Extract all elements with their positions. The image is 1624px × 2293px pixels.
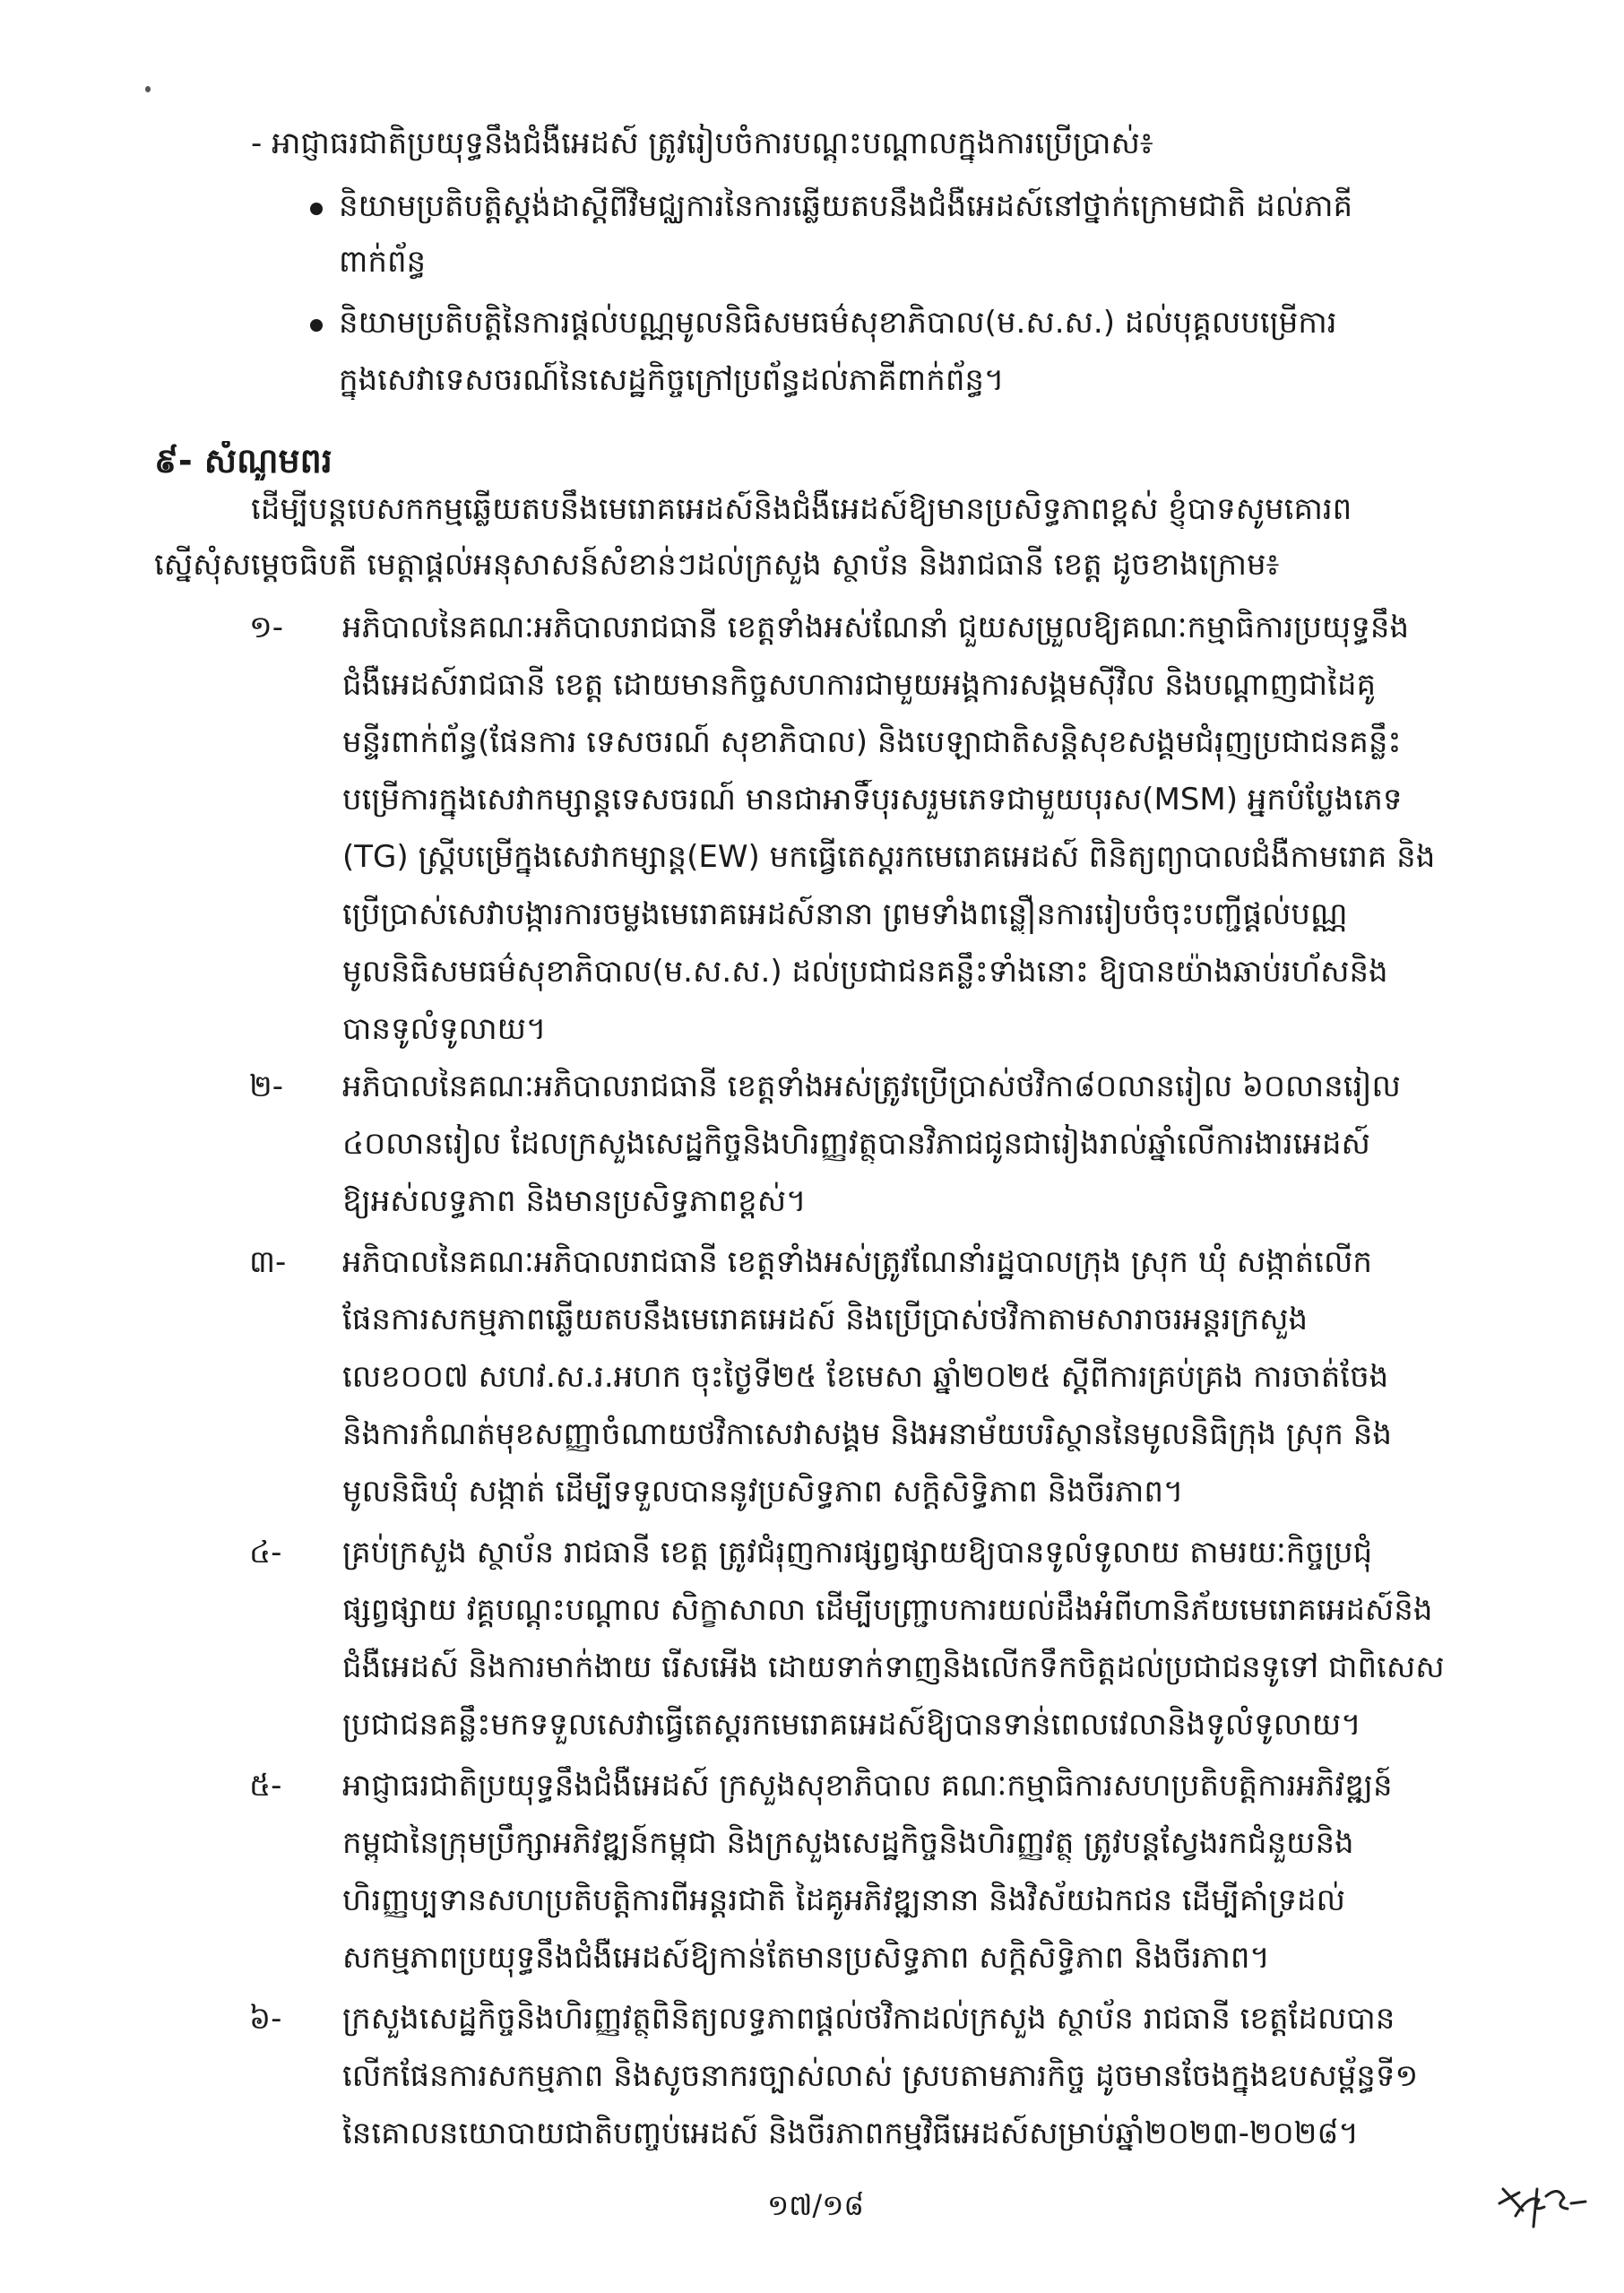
item-3-line: អភិបាលនៃគណៈអភិបាលរាជធានី ខេត្តទាំងអស់ត្រូវណែនាំរដ្ឋបាលក្រុង ស្រុក ឃុំ សង្កាត់លើក [342, 1244, 1372, 1280]
item-1-line: មូលនិធិសមធម៌សុខាភិបាល(ម.ស.ស.) ដល់ប្រជាជនគន្លឹះទាំងនោះ ឱ្យបានយ៉ាងឆាប់រហ័សនិង [342, 954, 1388, 990]
item-3-line: ផែនការសកម្មភាពឆ្លើយតបនឹងមេរោគអេដស៍ និងប្រើប្រាស់ថវិកាតាមសារាចរអន្តរក្រសួង [342, 1302, 1309, 1337]
scan-speck [145, 86, 151, 92]
item-number: ៤- [249, 1535, 282, 1570]
item-number: ៣- [249, 1244, 287, 1280]
item-1-line: ជំងឺអេដស៍រាជធានី ខេត្ត ដោយមានកិច្ចសហការជាមួយអង្គការសង្គមស៊ីវិល និងបណ្តាញជាដៃគូ [342, 667, 1377, 703]
item-1-line: (TG) ស្ត្រីបម្រើក្នុងសេវាកម្សាន្ត(EW) មកធ្វើតេស្តរកមេរោគអេដស៍ ពិនិត្យព្យាបាលជំងឺកាមរោគ និង [342, 839, 1436, 875]
item-4-line: ផ្សព្វផ្សាយ វគ្គបណ្តុះបណ្តាល សិក្ខាសាលា ដើម្បីបញ្ជ្រាបការយល់ដឹងអំពីហានិភ័យមេរោគអេដស៍និង [342, 1592, 1433, 1628]
item-2-line: អភិបាលនៃគណៈអភិបាលរាជធានី ខេត្តទាំងអស់ត្រូវប្រើប្រាស់ថវិកា៨០លានរៀល ៦០លានរៀល [342, 1069, 1401, 1104]
item-1-line: មន្ទីរពាក់ព័ន្ធ(ផែនការ ទេសចរណ៍ សុខាភិបាល) និងបេឡាជាតិសន្តិសុខសង្គមជំរុញប្រជាជនគន្លឹះ [342, 724, 1402, 760]
item-number: ៥- [249, 1768, 282, 1804]
item-5-line: អាជ្ញាធរជាតិប្រយុទ្ធនឹងជំងឺអេដស៍ ក្រសួងសុខាភិបាល គណៈកម្មាធិការសហប្រតិបត្តិការអភិវឌ្ឍន៍ [342, 1768, 1393, 1804]
item-number: ១- [249, 610, 284, 645]
item-2-line: ៤០លានរៀល ដែលក្រសួងសេដ្ឋកិច្ចនិងហិរញ្ញវត្ថុបានវិភាជជូនជារៀងរាល់ឆ្នាំលើការងារអេដស៍ [342, 1126, 1370, 1162]
bullet-2-line-1: និយាមប្រតិបត្តិនៃការផ្តល់បណ្ណមូលនិធិសមធម៌សុខាភិបាល(ម.ស.ស.) ដល់បុគ្គលបម្រើការ [339, 305, 1337, 341]
section-paragraph-line-1: ដើម្បីបន្តបេសកកម្មឆ្លើយតបនឹងមេរោគអេដស៍និងជំងឺអេដស៍ឱ្យមានប្រសិទ្ធភាពខ្ពស់ ខ្ញុំបាទសូមគោរព [251, 491, 1352, 527]
section-heading: ៩- សំណូមពរ [154, 441, 333, 480]
item-1-line: បម្រើការក្នុងសេវាកម្សាន្តទេសចរណ៍ មានជាអាទិ៍បុរសរួមភេទជាមួយបុរស(MSM) អ្នកបំប្លែងភេទ [342, 782, 1403, 818]
intro-text: អាជ្ញាធរជាតិប្រយុទ្ធនឹងជំងឺអេដស៍ ត្រូវរៀបចំការបណ្តុះបណ្តាលក្នុងការប្រើប្រាស់៖ [272, 125, 1153, 161]
item-2-line: ឱ្យអស់លទ្ធភាព និងមានប្រសិទ្ធភាពខ្ពស់។ [342, 1183, 807, 1219]
item-4-line: ជំងឺអេដស៍ និងការមាក់ងាយ រើសអើង ដោយទាក់ទាញនិងលើកទឹកចិត្តដល់ប្រជាជនទូទៅ ជាពិសេស [342, 1649, 1445, 1685]
section-paragraph-line-2: ស្នើសុំសម្តេចធិបតី មេត្តាផ្តល់អនុសាសន៍សំខាន់ៗដល់ក្រសួង ស្ថាប័ន និងរាជធានី ខេត្ត ដូចខាងក្រោម៖ [154, 547, 1280, 583]
item-5-line: សកម្មភាពប្រយុទ្ធនឹងជំងឺអេដស៍ឱ្យកាន់តែមានប្រសិទ្ធភាព សក្តិសិទ្ធិភាព និងចីរភាព។ [342, 1940, 1270, 1976]
bullet-1-line-2: ពាក់ព័ន្ធ [339, 244, 427, 280]
page-number: ១៧/១៨ [766, 2188, 865, 2222]
item-4-line: គ្រប់ក្រសួង ស្ថាប័ន រាជធានី ខេត្ត ត្រូវជំរុញការផ្សព្វផ្សាយឱ្យបានទូលំទូលាយ តាមរយៈកិច្ចប្រជុំ [342, 1535, 1373, 1570]
item-4-line: ប្រជាជនគន្លឹះមកទទួលសេវាធ្វើតេស្តរកមេរោគអេដស៍ឱ្យបានទាន់ពេលវេលានិងទូលំទូលាយ។ [342, 1707, 1361, 1743]
bullet-1-line-1: និយាមប្រតិបត្តិស្តង់ដាស្តីពីវិមជ្ឈការនៃការឆ្លើយតបនឹងជំងឺអេដស៍នៅថ្នាក់ក្រោមជាតិ ដល់ភាគី [339, 188, 1353, 224]
bullet-2-line-2: ក្នុងសេវាទេសចរណ៍នៃសេដ្ឋកិច្ចក្រៅប្រព័ន្ធដល់ភាគីពាក់ព័ន្ធ។ [339, 362, 1005, 398]
item-number: ២- [249, 1069, 284, 1104]
item-6-line: នៃគោលនយោបាយជាតិបញ្ចប់អេដស៍ និងចីរភាពកម្មវិធីអេដស៍សម្រាប់ឆ្នាំ២០២៣-២០២៨។ [342, 2116, 1359, 2151]
intro-dash: - [251, 125, 263, 161]
item-1-line: ប្រើប្រាស់សេវាបង្ការការចម្លងមេរោគអេដស៍នានា ព្រមទាំងពន្លឿនការរៀបចំចុះបញ្ជីផ្តល់បណ្ណ [342, 896, 1348, 932]
bullet-dot [310, 203, 323, 215]
item-5-line: ហិរញ្ញប្បទានសហប្រតិបត្តិការពីអន្តរជាតិ ដៃគូអភិវឌ្ឍនានា និងវិស័យឯកជន ដើម្បីគាំទ្រដល់ [342, 1882, 1345, 1918]
item-number: ៦- [249, 2001, 282, 2037]
handwritten-initials [1492, 2176, 1591, 2239]
item-6-line: លើកផែនការសកម្មភាព និងសូចនាករច្បាស់លាស់ ស្របតាមភារកិច្ច ដូចមានចែងក្នុងឧបសម្ព័ន្ធទី១ [342, 2058, 1419, 2094]
bullet-dot [310, 319, 323, 332]
item-3-line: មូលនិធិឃុំ សង្កាត់ ដើម្បីទទួលបាននូវប្រសិទ្ធភាព សក្តិសិទ្ធិភាព និងចីរភាព។ [342, 1474, 1184, 1510]
item-3-line: លេខ០០៧ សហវ.ស.រ.អហក ចុះថ្ងៃទី២៥ ខែមេសា ឆ្នាំ២០២៥ ស្តីពីការគ្រប់គ្រង ការចាត់ចែង [342, 1359, 1389, 1395]
item-1-line: បានទូលំទូលាយ។ [342, 1011, 547, 1047]
item-6-line: ក្រសួងសេដ្ឋកិច្ចនិងហិរញ្ញវត្ថុពិនិត្យលទ្ធភាពផ្តល់ថវិកាដល់ក្រសួង ស្ថាប័ន រាជធានី ខេត្តដែលបាន [342, 2001, 1395, 2037]
item-5-line: កម្ពុជានៃក្រុមប្រឹក្សាអភិវឌ្ឍន៍កម្ពុជា និងក្រសួងសេដ្ឋកិច្ចនិងហិរញ្ញវត្ថុ ត្រូវបន្តស្វែងរកជំនួយនិង [342, 1825, 1354, 1861]
item-1-line: អភិបាលនៃគណៈអភិបាលរាជធានី ខេត្តទាំងអស់ណែនាំ ជួយសម្រួលឱ្យគណៈកម្មាធិការប្រយុទ្ធនឹង [342, 610, 1410, 645]
intro-line [251, 124, 1542, 163]
item-3-line: និងការកំណត់មុខសញ្ញាចំណាយថវិកាសេវាសង្គម និងអនាម័យបរិស្ថាននៃមូលនិធិក្រុង ស្រុក និង [342, 1416, 1392, 1452]
